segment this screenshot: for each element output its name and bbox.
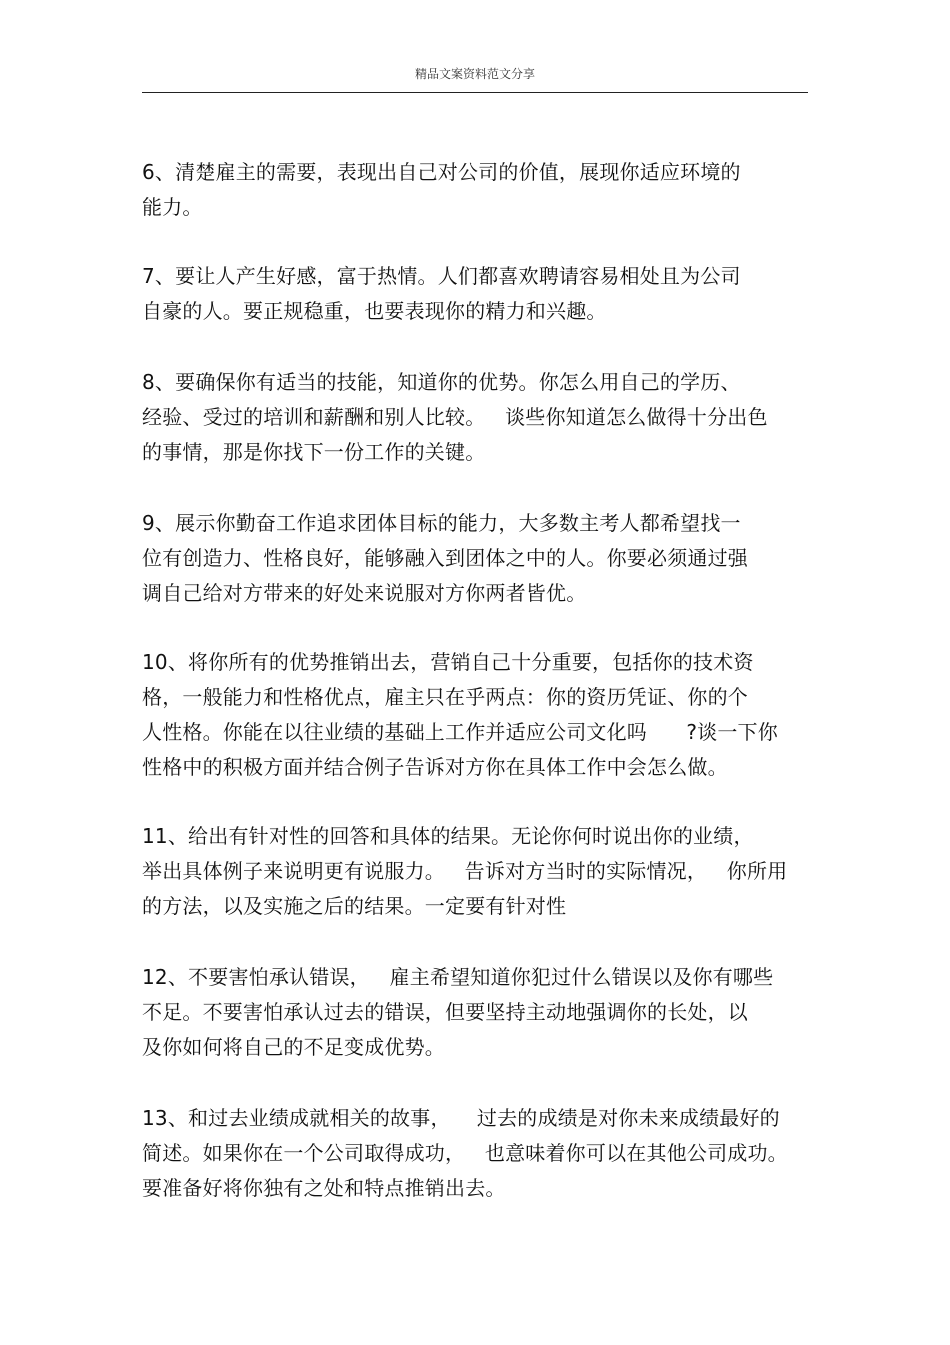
header-title: 精品文案资料范文分享 [414,67,535,81]
paragraph-line: 要准备好将你独有之处和特点推销出去。 [142,1176,506,1200]
paragraph-line: 人性格。你能在以往业绩的基础上工作并适应公司文化吗 ?谈一下你 [142,720,778,744]
paragraph-line: 的事情，那是你找下一份工作的关键。 [142,440,486,464]
paragraph-11 [142,819,812,924]
paragraph-line: 11、给出有针对性的回答和具体的结果。无论你何时说出你的业绩， [142,824,754,848]
paragraph-7 [142,259,812,329]
paragraph-10 [142,645,812,785]
paragraph-line: 能力。 [142,195,203,219]
paragraph-12 [142,960,812,1065]
paragraph-line: 自豪的人。要正规稳重，也要表现你的精力和兴趣。 [142,299,607,323]
paragraph-line: 简述。如果你在一个公司取得成功， 也意味着你可以在其他公司成功。 [142,1141,788,1165]
paragraph-line: 的方法，以及实施之后的结果。一定要有针对性 [142,894,567,918]
paragraph-line: 6、清楚雇主的需要，表现出自己对公司的价值，展现你适应环境的 [142,160,741,184]
paragraph-line: 经验、受过的培训和薪酬和别人比较。 谈些你知道怎么做得十分出色 [142,405,768,429]
paragraph-9 [142,506,812,611]
paragraph-line: 位有创造力、性格良好，能够融入到团体之中的人。你要必须通过强 [142,546,748,570]
paragraph-line: 8、要确保你有适当的技能，知道你的优势。你怎么用自己的学历、 [142,370,741,394]
paragraph-line: 9、展示你勤奋工作追求团体目标的能力，大多数主考人都希望找一 [142,511,741,535]
paragraph-line: 12、不要害怕承认错误， 雇主希望知道你犯过什么错误以及你有哪些 [142,965,774,989]
paragraph-line: 举出具体例子来说明更有说服力。 告诉对方当时的实际情况， 你所用 [142,859,788,883]
document-body [142,155,812,1238]
paragraph-8 [142,365,812,470]
paragraph-line: 及你如何将自己的不足变成优势。 [142,1035,445,1059]
paragraph-line: 性格中的积极方面并结合例子告诉对方你在具体工作中会怎么做。 [142,755,728,779]
paragraph-6 [142,155,812,225]
paragraph-line: 调自己给对方带来的好处来说服对方你两者皆优。 [142,581,587,605]
paragraph-line: 格，一般能力和性格优点，雇主只在乎两点：你的资历凭证、你的个 [142,685,748,709]
paragraph-line: 7、要让人产生好感，富于热情。人们都喜欢聘请容易相处且为公司 [142,264,741,288]
paragraph-line: 13、和过去业绩成就相关的故事， 过去的成绩是对你未来成绩最好的 [142,1106,780,1130]
paragraph-line: 10、将你所有的优势推销出去，营销自己十分重要，包括你的技术资 [142,650,754,674]
page-header [142,64,808,93]
paragraph-13 [142,1101,812,1206]
paragraph-line: 不足。不要害怕承认过去的错误，但要坚持主动地强调你的长处，以 [142,1000,748,1024]
